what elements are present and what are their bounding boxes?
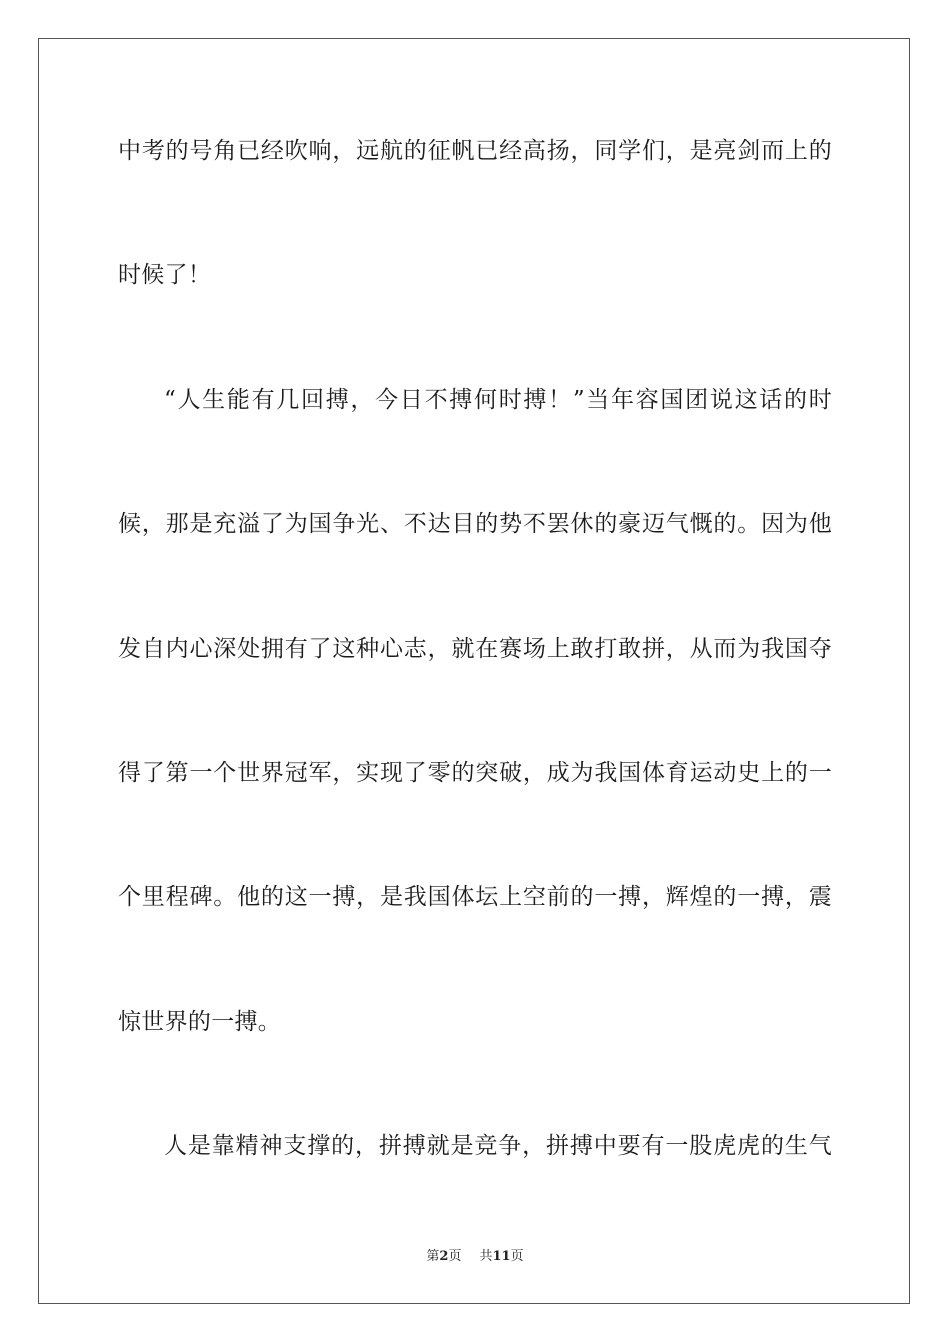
footer-total-suffix: 页 <box>510 1249 524 1264</box>
footer-total-number: 11 <box>492 1249 511 1264</box>
paragraph-line-9: 人是靠精神支撑的，拼搏就是竞争，拼搏中要有一股虎虎的生气 <box>164 1133 832 1159</box>
paragraph-line-3: “人生能有几回搏，今日不搏何时搏！”当年容国团说这话的时 <box>164 387 832 413</box>
paragraph-line-5: 发自内心深处拥有了这种心志，就在赛场上敢打敢拼，从而为我国夺 <box>118 636 832 662</box>
paragraph-line-2: 时候了！ <box>118 262 212 288</box>
paragraph-line-1: 中考的号角已经吹响，远航的征帆已经高扬，同学们，是亮剑而上的 <box>118 138 832 164</box>
page-border <box>38 38 910 1304</box>
paragraph-line-4: 候，那是充溢了为国争光、不达目的势不罢休的豪迈气慨的。因为他 <box>118 511 832 537</box>
paragraph-line-8: 惊世界的一搏。 <box>118 1009 282 1035</box>
footer-page-number: 2 <box>439 1249 449 1264</box>
footer-page-suffix: 页 <box>448 1249 462 1264</box>
footer-total-prefix: 共 <box>479 1249 493 1264</box>
page-footer <box>0 1248 950 1266</box>
paragraph-line-7: 个里程碑。他的这一搏，是我国体坛上空前的一搏，辉煌的一搏，震 <box>118 884 832 910</box>
footer-page-prefix: 第 <box>426 1249 440 1264</box>
paragraph-line-6: 得了第一个世界冠军，实现了零的突破，成为我国体育运动史上的一 <box>118 760 832 786</box>
